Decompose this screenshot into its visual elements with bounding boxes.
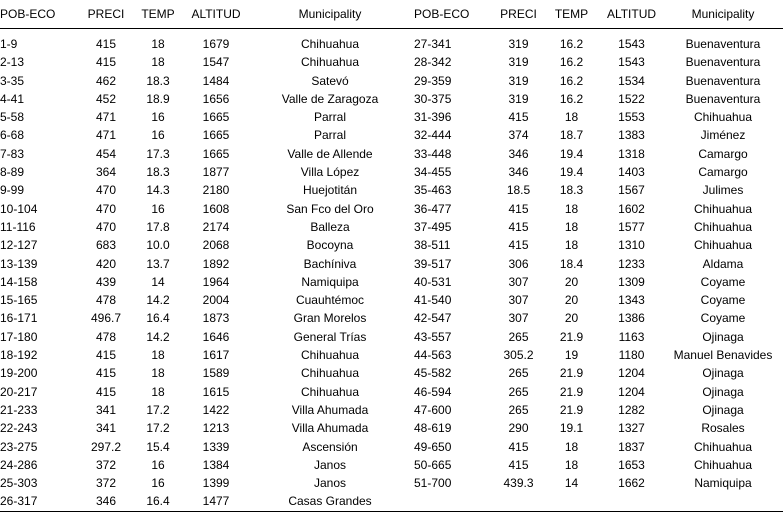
table-row	[0, 255, 783, 273]
table-cell: 415	[508, 457, 529, 472]
table-cell: 34-455	[414, 165, 452, 180]
table-cell: 17.8	[146, 219, 170, 234]
table-cell: 1602	[618, 201, 645, 216]
table-cell: 319	[508, 37, 529, 51]
table-cell: 478	[95, 293, 117, 308]
table-cell: Villa Ahumada	[291, 402, 369, 417]
table-cell: Chihuahua	[300, 55, 360, 70]
table-cell: 415	[508, 439, 529, 454]
table-cell: 16.2	[559, 91, 584, 106]
table-cell: 25-303	[0, 476, 38, 491]
table-cell: 1399	[202, 476, 230, 491]
table-cell: Huejotitán	[302, 183, 358, 198]
table-row	[0, 383, 783, 401]
table-row	[0, 401, 783, 419]
table-cell: 1964	[202, 274, 230, 289]
table-cell: 24-286	[0, 457, 38, 472]
table-cell: 16.4	[146, 311, 170, 326]
table-cell: 470	[95, 219, 117, 234]
table-cell: 1422	[202, 402, 230, 417]
table-cell: 18.7	[559, 128, 584, 143]
header-cell: Municipality	[663, 0, 783, 29]
table-cell: Parral	[313, 128, 346, 143]
table-cell: 31-396	[414, 110, 452, 125]
table-row	[0, 364, 783, 382]
table-cell: 415	[95, 37, 117, 51]
table-cell: 18	[564, 110, 579, 125]
table-row	[0, 273, 783, 291]
table-cell: 14.3	[146, 183, 170, 198]
table-cell: 18.5	[506, 183, 531, 198]
header-cell: Municipality	[246, 0, 414, 29]
table-cell	[600, 492, 663, 511]
table-cell: 18	[151, 37, 165, 51]
table-cell: 18	[564, 238, 579, 253]
table-cell: 1873	[202, 311, 230, 326]
table-cell: 1180	[618, 348, 645, 363]
table-cell: Chihuahua	[300, 366, 360, 381]
table-cell: 1327	[618, 421, 645, 436]
table-cell: 1543	[618, 55, 645, 70]
table-cell: Ascensión	[302, 439, 358, 454]
table-cell: 32-444	[414, 128, 452, 143]
table-cell: 21-233	[0, 402, 38, 417]
table-row	[0, 236, 783, 254]
table-cell: 265	[508, 384, 529, 399]
table-cell: 41-540	[414, 293, 452, 308]
table-cell: 2180	[202, 183, 230, 198]
table-cell: 439	[95, 274, 117, 289]
table-cell: 35-463	[414, 183, 452, 198]
table-cell	[663, 492, 783, 511]
table-cell: 1837	[618, 439, 645, 454]
table-cell: 15.4	[146, 439, 170, 454]
table-cell: 50-665	[414, 457, 452, 472]
table-row	[0, 181, 783, 199]
table-cell: 14-158	[0, 274, 38, 289]
table-cell: 38-511	[414, 238, 451, 253]
table-cell: 1543	[618, 37, 645, 51]
table-cell: 1892	[202, 256, 230, 271]
table-cell: 22-243	[0, 421, 38, 436]
table-cell: 415	[508, 238, 529, 253]
table-cell: 470	[95, 183, 117, 198]
table-cell	[414, 492, 494, 511]
table-cell: 5-58	[0, 110, 25, 125]
table-cell: 1577	[618, 219, 645, 234]
table-cell: 2174	[202, 219, 230, 234]
table-cell: 1343	[618, 293, 645, 308]
table-cell: Chihuahua	[300, 348, 360, 363]
table-cell: 20	[564, 311, 579, 326]
table-cell: 37-495	[414, 219, 452, 234]
table-cell: 1163	[618, 329, 645, 344]
header-cell: TEMP	[130, 0, 186, 29]
table-cell: Valle de Zaragoza	[281, 91, 379, 106]
table-cell: Chihuahua	[693, 201, 753, 216]
table-cell: 16	[151, 457, 165, 472]
table-cell: 28-342	[414, 55, 452, 70]
table-cell: 42-547	[414, 311, 452, 326]
table-cell: Parral	[313, 110, 346, 125]
table-cell: 17.3	[146, 146, 170, 161]
table-cell: Jiménez	[700, 128, 746, 143]
table-cell: 16	[151, 110, 165, 125]
table-cell: 43-557	[414, 329, 452, 344]
table-cell: 14	[564, 476, 579, 491]
table-cell: Casas Grandes	[246, 492, 414, 511]
table-row	[0, 108, 783, 126]
table-row	[0, 474, 783, 492]
table-cell: Ojinaga	[702, 366, 744, 381]
table-cell: 27-341	[414, 37, 452, 51]
header-cell: PRECI	[494, 0, 543, 29]
table-cell: 18	[564, 219, 579, 234]
table-cell: 18.4	[559, 256, 584, 271]
table-cell: 496.7	[90, 311, 122, 326]
table-cell: 415	[95, 384, 117, 399]
table-cell: 18.9	[146, 91, 170, 106]
table-cell: Manuel Benavides	[673, 348, 773, 363]
table-cell: Gran Morelos	[293, 311, 367, 326]
table-cell: 4-41	[0, 91, 25, 106]
table-cell: 10-104	[0, 201, 38, 216]
table-cell: 1233	[618, 256, 645, 271]
table-cell: Villa Ahumada	[291, 421, 369, 436]
table-cell: 7-83	[0, 146, 25, 161]
table-cell: 1204	[618, 384, 645, 399]
table-cell	[543, 492, 600, 511]
table-cell: 1665	[202, 110, 230, 125]
table-cell: 44-563	[414, 348, 452, 363]
table-cell: Satevó	[311, 73, 349, 88]
table-cell: 1589	[202, 366, 230, 381]
table-cell: 265	[508, 329, 529, 344]
table-cell: Ojinaga	[702, 402, 744, 417]
table-cell: 374	[508, 128, 529, 143]
table-cell: 6-68	[0, 128, 25, 143]
table-cell: Chihuahua	[693, 439, 753, 454]
table-cell: 1547	[202, 55, 230, 70]
table-cell: 1204	[618, 366, 645, 381]
table-cell: 305.2	[503, 348, 534, 363]
table-cell: Bachíniva	[303, 256, 357, 271]
table-cell: Janos	[313, 476, 347, 491]
table-cell: Ojinaga	[702, 329, 744, 344]
table-cell: 49-650	[414, 439, 452, 454]
table-cell: 415	[508, 201, 529, 216]
table-cell: 478	[95, 329, 117, 344]
table-cell: 16	[151, 201, 165, 216]
table-cell: 17-180	[0, 329, 38, 344]
table-cell: 33-448	[414, 146, 452, 161]
table-cell: San Fco del Oro	[286, 201, 374, 216]
table-row	[0, 126, 783, 144]
table-cell: 1522	[618, 91, 645, 106]
table-row	[0, 200, 783, 218]
table-cell: 470	[95, 201, 117, 216]
header-cell: TEMP	[543, 0, 600, 29]
table-cell: Janos	[313, 457, 347, 472]
table-cell: 19	[564, 348, 579, 363]
table-cell: Chihuahua	[693, 457, 753, 472]
table-cell: 1339	[202, 439, 230, 454]
table-cell: 1383	[618, 128, 645, 143]
table-cell: Buenaventura	[685, 73, 761, 88]
table-row	[0, 90, 783, 108]
table-cell: 297.2	[90, 439, 122, 454]
table-cell: 1656	[202, 91, 230, 106]
table-cell: 452	[95, 91, 117, 106]
table-cell: 1653	[618, 457, 645, 472]
table-cell: 1484	[202, 73, 230, 88]
table-cell: 18	[564, 457, 579, 472]
table-row	[0, 438, 783, 456]
table-cell: 16.4	[130, 492, 186, 511]
table-cell: Rosales	[701, 421, 745, 436]
table-cell: 1877	[202, 165, 230, 180]
table-cell: 21.9	[559, 329, 584, 344]
table-cell: 319	[508, 73, 529, 88]
table-cell: 39-517	[414, 256, 452, 271]
table-cell: 16-171	[0, 311, 38, 326]
table-cell: 9-99	[0, 183, 25, 198]
table-cell: 1534	[618, 73, 645, 88]
table-cell: Aldama	[702, 256, 744, 271]
table-cell: 18.3	[146, 165, 170, 180]
table-cell: 20	[564, 274, 579, 289]
table-cell: Chihuahua	[300, 37, 360, 51]
table-cell: 439.3	[503, 476, 534, 491]
table-cell: 18.3	[146, 73, 170, 88]
table-cell: Villa López	[300, 165, 360, 180]
table-cell: 346	[82, 492, 130, 511]
table-cell: 265	[508, 366, 529, 381]
table-cell: 1403	[618, 165, 645, 180]
table-cell: Namiquipa	[301, 274, 359, 289]
table-cell: 1665	[202, 146, 230, 161]
table-cell: 415	[508, 110, 529, 125]
table-cell: 18	[564, 439, 579, 454]
table-cell: 23-275	[0, 439, 38, 454]
table-cell: Cuauhtémoc	[295, 293, 365, 308]
table-cell: Ojinaga	[702, 384, 744, 399]
table-cell: 1617	[202, 348, 230, 363]
table-cell: 30-375	[414, 91, 452, 106]
table-cell: 1282	[618, 402, 645, 417]
table-cell: 16.2	[559, 55, 584, 70]
table-cell: 1384	[202, 457, 230, 472]
table-cell: 1-9	[0, 37, 18, 51]
table-cell: 13-139	[0, 256, 38, 271]
table-cell: 462	[95, 73, 117, 88]
table-cell: Bocoyna	[306, 238, 354, 253]
table-cell: 346	[508, 165, 529, 180]
table-row	[0, 72, 783, 90]
table-cell: 16	[151, 128, 165, 143]
table-cell: 307	[508, 293, 529, 308]
table-cell: 1646	[202, 329, 230, 344]
table-cell: 307	[508, 274, 529, 289]
table-cell: 2-13	[0, 55, 25, 70]
table-cell: Chihuahua	[693, 238, 753, 253]
table-cell: 1679	[202, 37, 230, 51]
table-cell: 1567	[618, 183, 645, 198]
table-cell: 683	[95, 238, 117, 253]
table-cell: 16	[151, 476, 165, 491]
table-row	[0, 456, 783, 474]
table-cell: Buenaventura	[685, 91, 761, 106]
table-cell: Camargo	[698, 165, 748, 180]
header-cell: POB-ECO	[414, 0, 494, 29]
table-cell: Julimes	[702, 183, 744, 198]
table-cell: Buenaventura	[685, 37, 761, 51]
table-cell: 26-317	[0, 492, 82, 511]
table-row	[0, 163, 783, 181]
table-cell: 1477	[186, 492, 246, 511]
table-cell: 18	[151, 366, 165, 381]
table-cell: 19.1	[559, 421, 584, 436]
table-cell: 14	[151, 274, 165, 289]
table-cell: General Trías	[293, 329, 367, 344]
table-cell: 420	[95, 256, 117, 271]
table-cell: 307	[508, 311, 529, 326]
table-cell: 3-35	[0, 73, 25, 88]
table-cell: 341	[95, 402, 117, 417]
table-cell: 10.0	[146, 238, 170, 253]
table-cell: 1213	[202, 421, 230, 436]
table-cell: Chihuahua	[693, 110, 753, 125]
table-cell: 18	[151, 55, 165, 70]
table-row	[0, 419, 783, 437]
table-cell: 18	[151, 348, 165, 363]
table-row	[0, 291, 783, 309]
table-row	[0, 309, 783, 327]
table-cell: 19-200	[0, 366, 38, 381]
table-cell: 17.2	[146, 421, 170, 436]
table-cell: 14.2	[146, 329, 170, 344]
header-cell: POB-ECO	[0, 0, 82, 29]
table-cell: 11-116	[0, 219, 36, 234]
table-cell: 13.7	[146, 256, 170, 271]
table-cell: 21.9	[559, 402, 584, 417]
table-cell: 17.2	[146, 402, 170, 417]
table-cell: 415	[508, 219, 529, 234]
table-cell: 21.9	[559, 366, 584, 381]
table-cell: Coyame	[700, 274, 746, 289]
table-row	[0, 328, 783, 346]
header-cell: ALTITUD	[186, 0, 246, 29]
table-cell	[494, 492, 543, 511]
table-cell: 341	[95, 421, 117, 436]
table-row	[0, 492, 783, 511]
table-cell: 19.4	[559, 165, 584, 180]
table-cell: 20-217	[0, 384, 38, 399]
table-cell: 346	[508, 146, 529, 161]
table-row	[0, 145, 783, 163]
table-row	[0, 218, 783, 236]
table-cell: 12-127	[0, 238, 38, 253]
table-row	[0, 29, 783, 54]
table-cell: 2068	[202, 238, 230, 253]
table-cell: 46-594	[414, 384, 452, 399]
table-cell: Buenaventura	[685, 55, 761, 70]
table-cell: 1318	[618, 146, 645, 161]
table-cell: 454	[95, 146, 117, 161]
header-row	[0, 0, 783, 29]
table-cell: 372	[95, 476, 117, 491]
table-cell: 51-700	[414, 476, 452, 491]
header-cell: ALTITUD	[600, 0, 663, 29]
table-cell: Valle de Allende	[287, 146, 373, 161]
table-cell: 415	[95, 55, 117, 70]
table-cell: 45-582	[414, 366, 452, 381]
table-row	[0, 53, 783, 71]
table-cell: 290	[508, 421, 529, 436]
table-cell: Balleza	[310, 219, 350, 234]
table-cell: Coyame	[700, 293, 746, 308]
table-cell: 1608	[202, 201, 230, 216]
table-cell: 18	[151, 384, 165, 399]
table-cell: Coyame	[700, 311, 746, 326]
header-cell: PRECI	[82, 0, 130, 29]
table-cell: 14.2	[146, 293, 170, 308]
table-cell: 415	[95, 348, 117, 363]
table-cell: 21.9	[559, 384, 584, 399]
table-cell: 19.4	[559, 146, 584, 161]
table-cell: 18	[564, 201, 579, 216]
table-cell: 29-359	[414, 73, 452, 88]
table-cell: Chihuahua	[693, 219, 753, 234]
table-cell: 471	[95, 110, 117, 125]
table-body	[0, 29, 783, 512]
table-cell: 415	[95, 366, 117, 381]
table-cell: 8-89	[0, 165, 25, 180]
table-cell: 18-192	[0, 348, 38, 363]
table-cell: 15-165	[0, 293, 38, 308]
table-cell: Chihuahua	[300, 384, 360, 399]
table-cell: 306	[508, 256, 529, 271]
table-cell: Camargo	[698, 146, 748, 161]
table-cell: Namiquipa	[694, 476, 752, 491]
table-cell: 1310	[618, 238, 645, 253]
table-cell: 1665	[202, 128, 230, 143]
table-cell: 265	[508, 402, 529, 417]
table-cell: 1309	[618, 274, 645, 289]
table-cell: 1386	[618, 311, 645, 326]
table-cell: 471	[95, 128, 117, 143]
table-cell: 1615	[202, 384, 230, 399]
table-cell: 16.2	[559, 37, 584, 51]
table-cell: 1553	[618, 110, 645, 125]
table-cell: 319	[508, 91, 529, 106]
table-cell: 2004	[202, 293, 230, 308]
table-cell: 48-619	[414, 421, 452, 436]
table-cell: 364	[95, 165, 117, 180]
table-cell: 36-477	[414, 201, 452, 216]
table-cell: 18.3	[559, 183, 584, 198]
table-cell: 319	[508, 55, 529, 70]
table-cell: 1662	[618, 476, 645, 491]
table-row	[0, 346, 783, 364]
table-cell: 20	[564, 293, 579, 308]
table-cell: 372	[95, 457, 117, 472]
table-cell: 47-600	[414, 402, 452, 417]
table-cell: 40-531	[414, 274, 452, 289]
table-cell: 16.2	[559, 73, 584, 88]
